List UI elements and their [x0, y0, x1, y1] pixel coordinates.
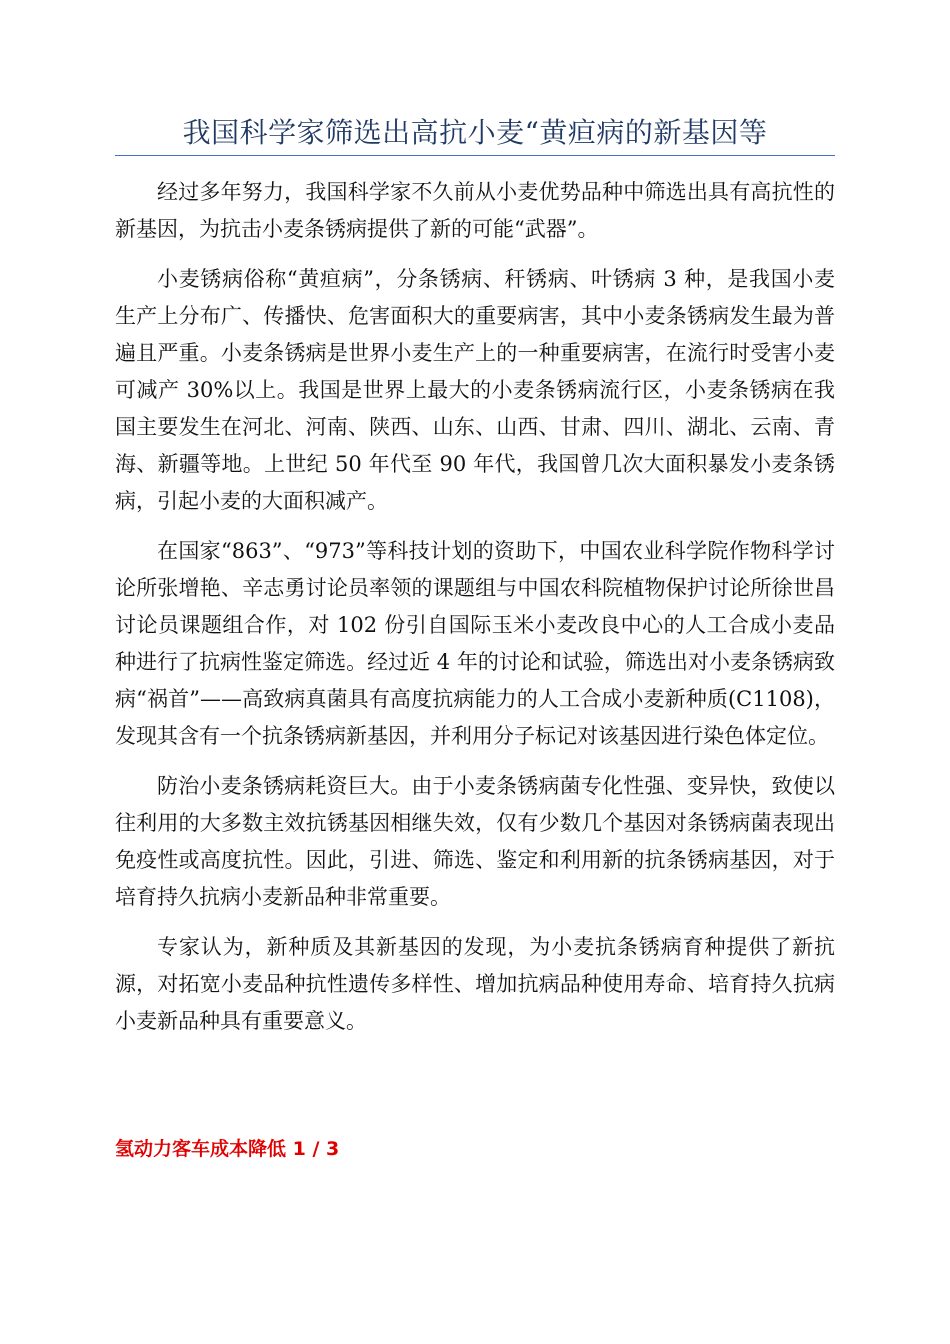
- paragraph: 专家认为，新种质及其新基因的发现，为小麦抗条锈病育种提供了新抗源，对拓宽小麦品种抗性遗传多样性、增加抗病品种使用寿命、培育持久抗病小麦新品种具有重要意义。: [115, 935, 835, 1033]
- paragraph: 小麦锈病俗称“黄疸病”，分条锈病、秆锈病、叶锈病 3 种，是我国小麦生产上分布广、传播快、危害面积大的重要病害，其中小麦条锈病发生最为普遍且严重。小麦条锈病是世界小麦生产上的一种重要病害，在流行时受害小麦可减产 30%以上。我国是世界上最大的小麦条锈病流行区，小麦条锈病在我国主要发生在河北、河南、陕西、山东、山西、甘肃、四川、湖北、云南、青海、新疆等地。上世纪 50 年代至 90 年代，我国曾几次大面积暴发小麦条锈病，引起小麦的大面积减产。: [115, 267, 835, 513]
- next-article-heading: 氢动力客车成本降低 1 / 3: [115, 1138, 340, 1160]
- document-title: 我国科学家筛选出高抗小麦“黄疸病的新基因等: [182, 116, 768, 149]
- paragraph: 经过多年努力，我国科学家不久前从小麦优势品种中筛选出具有高抗性的新基因，为抗击小麦条锈病提供了新的可能“武器”。: [115, 180, 835, 241]
- paragraph: 在国家“863”、“973”等科技计划的资助下，中国农业科学院作物科学讨论所张增艳、辛志勇讨论员率领的课题组与中国农科院植物保护讨论所徐世昌讨论员课题组合作，对 102 份引自国际玉米小麦改良中心的人工合成小麦品种进行了抗病性鉴定筛选。经过近 4 年的讨论和试验，筛选出对小麦条锈病致病“祸首”——高致病真菌具有高度抗病能力的人工合成小麦新种质(C1108)，发现其含有一个抗条锈病新基因，并利用分子标记对该基因进行染色体定位。: [115, 539, 835, 748]
- title-underline: [115, 155, 835, 156]
- article-body: [115, 174, 835, 1053]
- paragraph: 防治小麦条锈病耗资巨大。由于小麦条锈病菌专化性强、变异快，致使以往利用的大多数主效抗锈基因相继失效，仅有少数几个基因对条锈病菌表现出免疫性或高度抗性。因此，引进、筛选、鉴定和利用新的抗条锈病基因，对于培育持久抗病小麦新品种非常重要。: [115, 774, 835, 909]
